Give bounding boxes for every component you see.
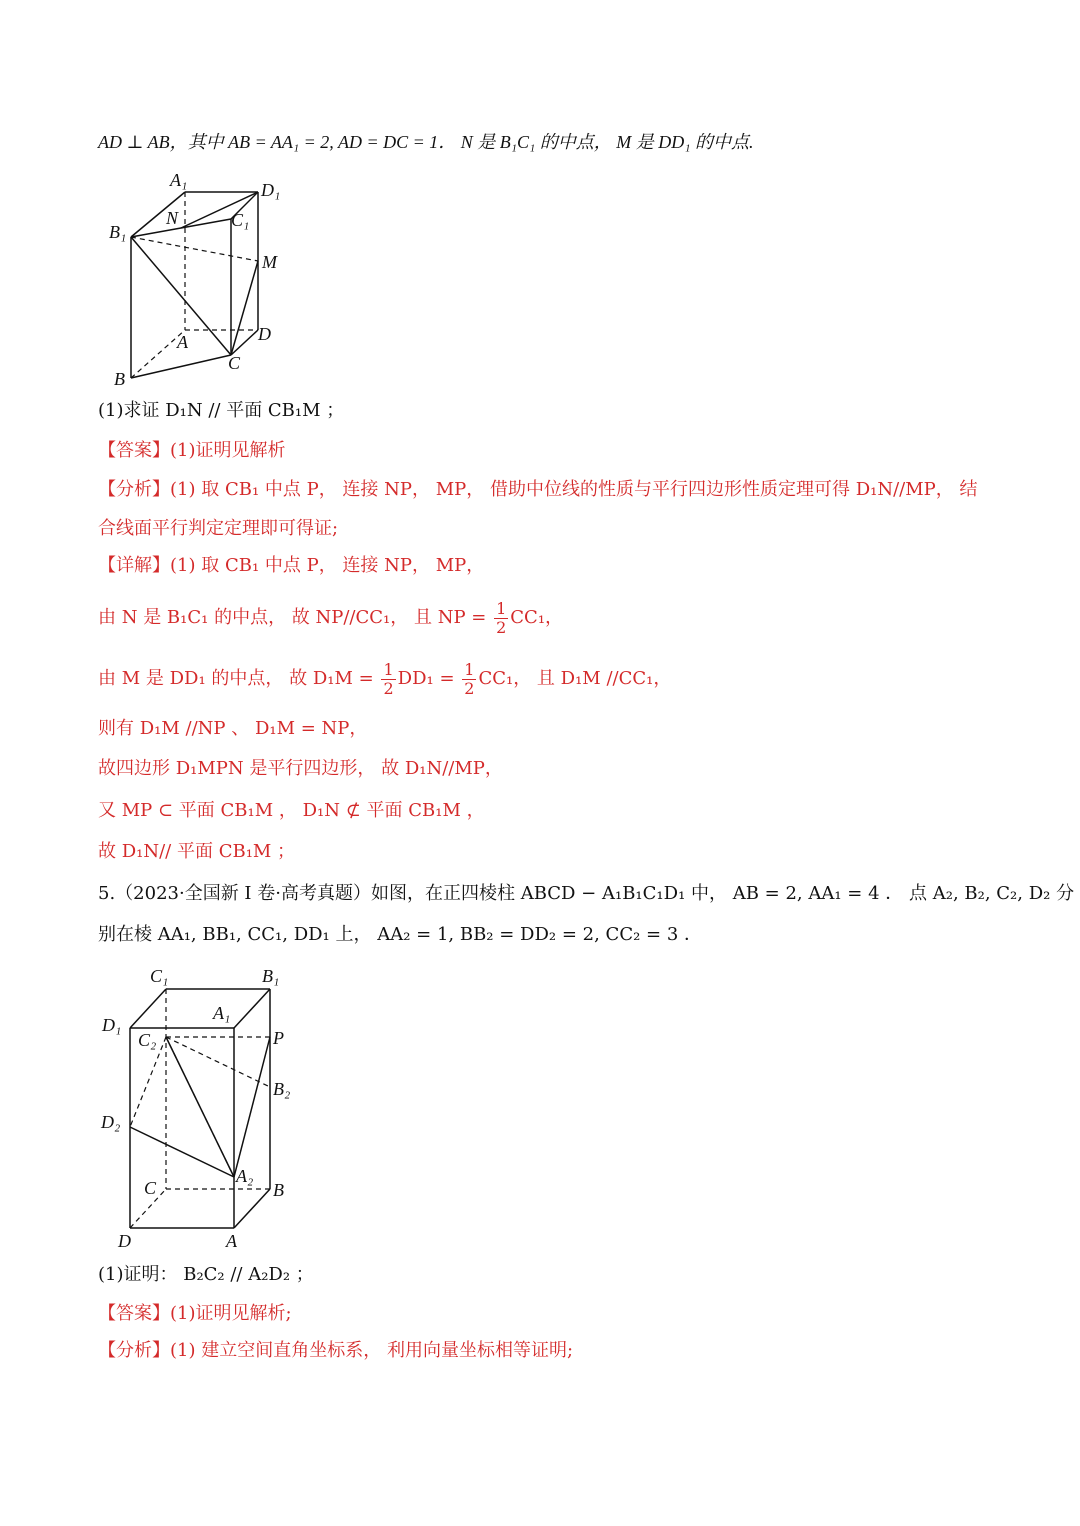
label-c1: C₁ bbox=[231, 210, 250, 230]
figure-prism-1 bbox=[100, 168, 300, 390]
q5-answer: 【答案】(1)证明见解析; bbox=[98, 1303, 292, 1324]
label-n: N bbox=[166, 208, 179, 228]
label-c: C bbox=[228, 353, 241, 373]
q1-detail-4: 则有 D₁M //NP 、 D₁M = NP， bbox=[98, 718, 368, 739]
label-b: B bbox=[273, 1180, 284, 1200]
q1-detail-6: 又 MP ⊂ 平面 CB₁M ， D₁N ⊄ 平面 CB₁M ， bbox=[98, 800, 485, 821]
edge-b-c bbox=[131, 355, 231, 378]
label-b1: B₁ bbox=[262, 966, 280, 986]
edge-d1-c1 bbox=[130, 989, 166, 1028]
segment-c-m bbox=[231, 261, 258, 355]
label-c1: C₁ bbox=[150, 966, 169, 986]
edge-a-b bbox=[234, 1189, 270, 1228]
hidden-segment-c2-d2 bbox=[130, 1037, 166, 1127]
q1-detail-3-pre: 由 M 是 DD₁ 的中点， 故 D₁M = bbox=[98, 668, 380, 689]
intro-text: AD ⊥ AB，其中 AB = AA₁ = 2, AD = DC = 1． N 是 B₁C₁ 的中点， M 是 DD₁ 的中点. bbox=[98, 132, 754, 152]
segment-d2-a2 bbox=[130, 1127, 234, 1177]
q5-question: (1)证明： B₂C₂ // A₂D₂ ； bbox=[98, 1264, 314, 1285]
edge-b1-a1 bbox=[234, 989, 270, 1028]
label-a2: A₂ bbox=[236, 1166, 254, 1186]
q5-analysis: 【分析】(1) 建立空间直角坐标系， 利用向量坐标相等证明; bbox=[98, 1340, 574, 1361]
label-b2: B₂ bbox=[273, 1079, 291, 1099]
fraction-one-half: $\frac{1}{2}$ bbox=[496, 598, 507, 637]
label-a: A bbox=[177, 332, 188, 352]
q1-detail-7: 故 D₁N// 平面 CB₁M ； bbox=[98, 841, 296, 862]
q1-question: (1)求证 D₁N // 平面 CB₁M ； bbox=[98, 400, 345, 421]
label-a: A bbox=[226, 1231, 237, 1251]
label-c2: C₂ bbox=[138, 1030, 157, 1050]
q1-analysis-line-2: 合线面平行判定定理即可得证; bbox=[98, 518, 339, 539]
q1-analysis-line-1: 【分析】(1) 取 CB₁ 中点 P， 连接 NP， MP， 借助中位线的性质与平行四边形性质定理可得 D₁N//MP， 结 bbox=[98, 479, 978, 500]
q1-detail-5: 故四边形 D₁MPN 是平行四边形， 故 D₁N//MP， bbox=[98, 758, 503, 779]
problem5-line-2: 别在棱 AA₁, BB₁, CC₁, DD₁ 上， AA₂ = 1, BB₂ = DD₂ = 2, CC₂ = 3 ． bbox=[98, 924, 703, 945]
q1-detail-3 bbox=[98, 657, 671, 701]
segment-c2-a2 bbox=[166, 1037, 234, 1177]
hidden-segment-c2-b2 bbox=[166, 1037, 270, 1087]
q1-detail-3-mid: DD₁ = bbox=[397, 668, 461, 689]
q1-answer: 【答案】(1)证明见解析 bbox=[98, 440, 286, 461]
fraction-one-half: $\frac{1}{2}$ bbox=[464, 659, 475, 698]
hidden-segment-b1-m bbox=[131, 237, 258, 261]
label-b: B bbox=[114, 369, 125, 389]
label-p: P bbox=[273, 1028, 284, 1048]
label-a1: A₁ bbox=[170, 170, 188, 190]
label-d1: D₁ bbox=[102, 1015, 122, 1035]
q1-detail-3-post: CC₁， 且 D₁M //CC₁， bbox=[478, 668, 672, 689]
label-b1: B₁ bbox=[109, 222, 127, 242]
label-a1: A₁ bbox=[213, 1003, 231, 1023]
q1-detail-2-pre: 由 N 是 B₁C₁ 的中点， 故 NP//CC₁， 且 NP = bbox=[98, 607, 493, 628]
label-c: C bbox=[144, 1178, 157, 1198]
q1-detail-2 bbox=[98, 596, 563, 640]
segment-a2-p bbox=[234, 1037, 270, 1177]
label-d2: D₂ bbox=[101, 1112, 121, 1132]
figure-prism-2 bbox=[96, 960, 306, 1252]
q1-detail-1: 【详解】(1) 取 CB₁ 中点 P， 连接 NP， MP， bbox=[98, 555, 485, 576]
label-d1: D₁ bbox=[261, 180, 281, 200]
fraction-one-half: $\frac{1}{2}$ bbox=[383, 659, 394, 698]
label-d: D bbox=[258, 324, 271, 344]
q1-detail-2-post: CC₁， bbox=[510, 607, 564, 628]
problem5-line-1: 5.（2023·全国新 I 卷·高考真题）如图，在正四棱柱 ABCD − A₁B₁C₁D₁ 中， AB = 2, AA₁ = 4 ． 点 A₂, B₂, C₂, D₂ 分 bbox=[98, 883, 1075, 904]
label-m: M bbox=[262, 252, 277, 272]
label-d: D bbox=[118, 1231, 131, 1251]
